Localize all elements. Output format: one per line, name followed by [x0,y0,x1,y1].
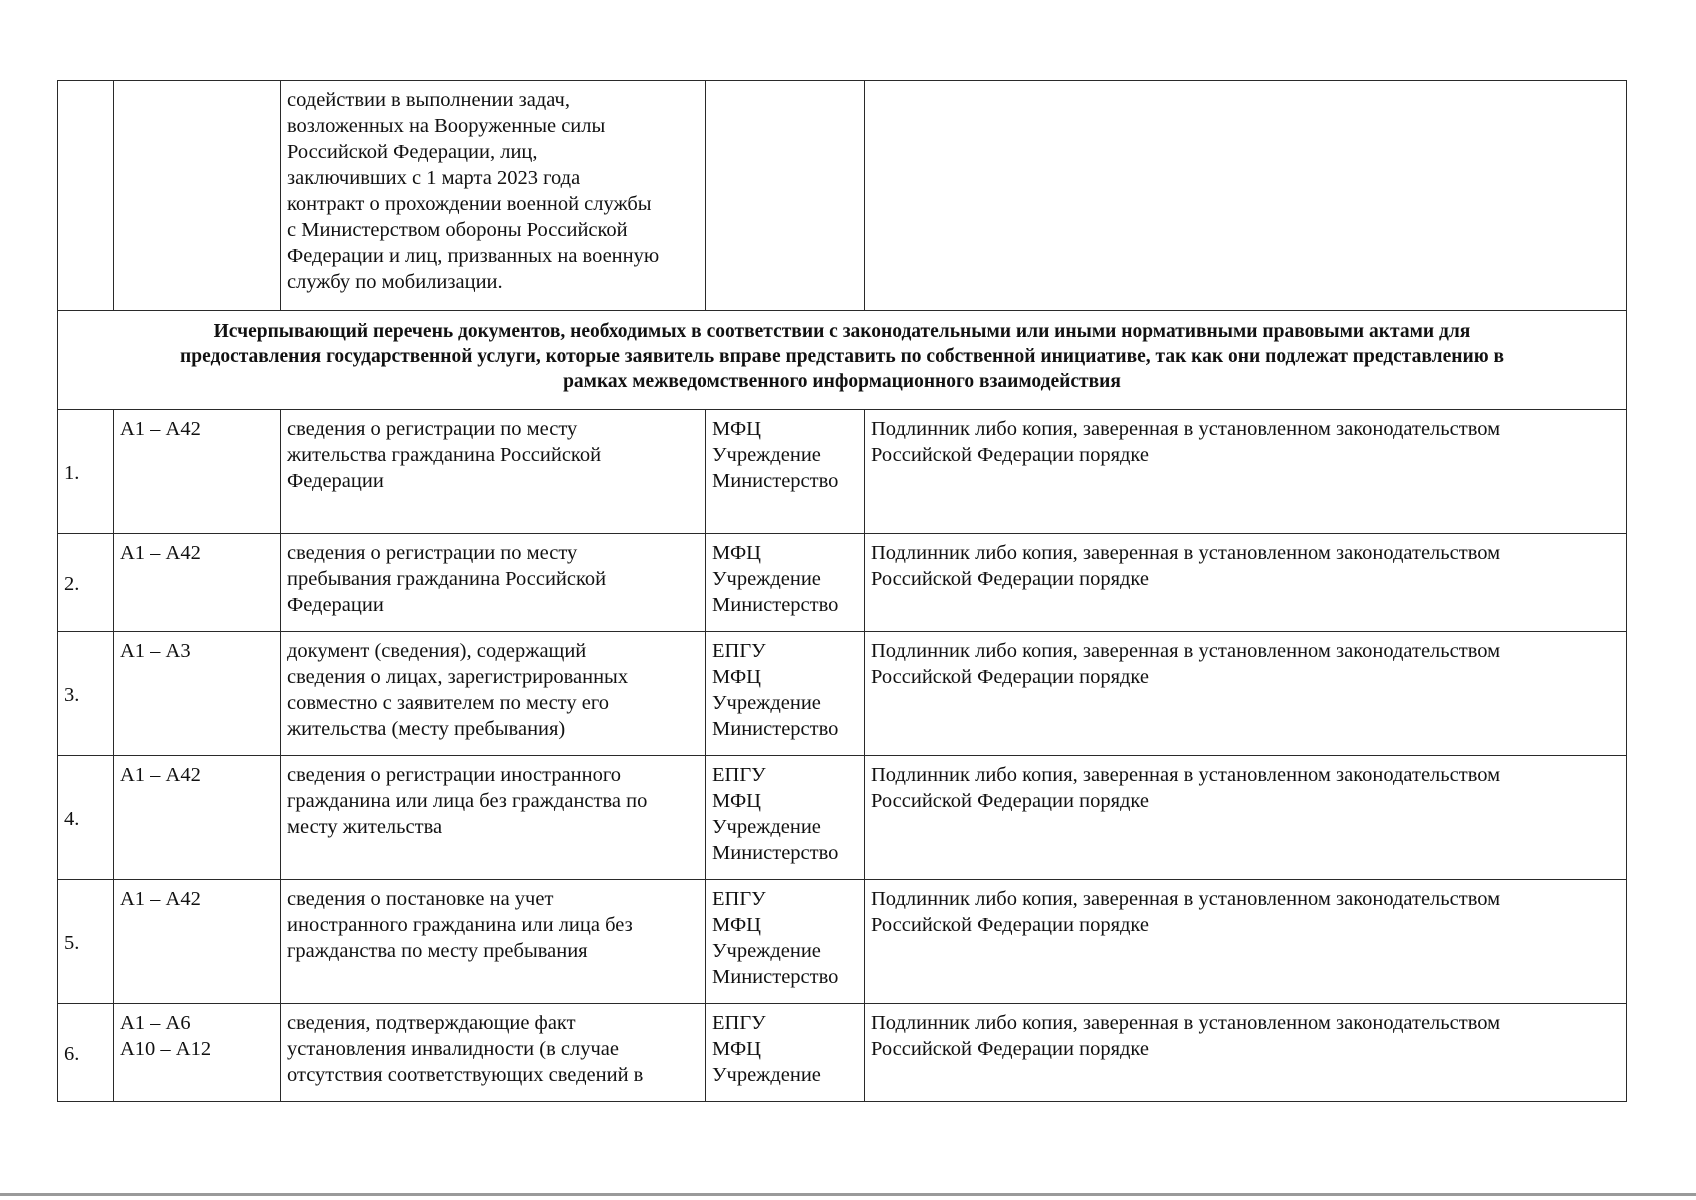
text-line: контракт о прохождении военной службы [287,193,652,215]
text-line: Подлинник либо копия, заверенная в установленном законодательством [871,764,1501,786]
cell-document [281,534,706,632]
text-line: возложенных на Вооруженные силы [287,115,606,137]
text-line: сведения о регистрации по месту [287,542,578,564]
text-line: с Министерством обороны Российской [287,219,628,241]
text-line: Российской Федерации порядке [871,914,1149,936]
text-line: Подлинник либо копия, заверенная в установленном законодательством [871,888,1501,910]
code-range: А1 – А3 [120,640,191,662]
cell-source [706,1004,865,1102]
text-line: Подлинник либо копия, заверенная в установленном законодательством [871,542,1501,564]
text-line: Федерации [287,470,384,492]
section-header [58,311,1627,410]
cell-document [281,880,706,1004]
source-item: Министерство [712,594,839,616]
source-item: ЕПГУ [712,640,766,662]
text-line: отсутствия соответствующих сведений в [287,1064,644,1086]
table-row [58,880,1627,1004]
text-line: Федерации [287,594,384,616]
text-line: службу по мобилизации. [287,271,503,293]
table-row [58,534,1627,632]
source-item: ЕПГУ [712,764,766,786]
row-number: 4. [58,756,114,880]
code-range: А1 – А42 [120,764,201,786]
section-header-line: рамках межведомственного информационного взаимодействия [563,371,1121,392]
table-row [58,1004,1627,1102]
cell-form [865,81,1627,311]
code-range: А1 – А42 [120,888,201,910]
text-line: Российской Федерации порядке [871,666,1149,688]
source-item: Министерство [712,842,839,864]
source-item: МФЦ [712,1038,761,1060]
text-line: Российской Федерации порядке [871,444,1149,466]
text-line: сведения о регистрации по месту [287,418,578,440]
cell-form [865,880,1627,1004]
cell-form [865,632,1627,756]
code-range: А1 – А42 [120,418,201,440]
table-row [58,632,1627,756]
source-item: Учреждение [712,940,821,962]
text-line: сведения, подтверждающие факт [287,1012,576,1034]
text-line: Подлинник либо копия, заверенная в установленном законодательством [871,418,1501,440]
cell-source [706,880,865,1004]
text-line: содействии в выполнении задач, [287,89,570,111]
code-range: А1 – А42 [120,542,201,564]
text-line: Российской Федерации, лиц, [287,141,538,163]
source-item: Учреждение [712,692,821,714]
source-item: МФЦ [712,666,761,688]
table-row [58,756,1627,880]
text-line: документ (сведения), содержащий [287,640,587,662]
text-line: Российской Федерации порядке [871,568,1149,590]
continuation-row [58,81,1627,311]
text-line: гражданства по месту пребывания [287,940,588,962]
text-line: совместно с заявителем по месту его [287,692,609,714]
source-item: МФЦ [712,542,761,564]
documents-table [57,80,1627,1102]
row-number: 6. [58,1004,114,1102]
cell-source [706,632,865,756]
source-item: Министерство [712,718,839,740]
source-item: МФЦ [712,914,761,936]
cell-source [706,410,865,534]
cell-codes [114,1004,281,1102]
source-item: Учреждение [712,444,821,466]
text-line: Российской Федерации порядке [871,1038,1149,1060]
source-item: МФЦ [712,418,761,440]
source-item: Учреждение [712,568,821,590]
source-item: МФЦ [712,790,761,812]
text-line: пребывания гражданина Российской [287,568,607,590]
cell-codes [114,632,281,756]
source-item: Министерство [712,966,839,988]
source-item: Учреждение [712,816,821,838]
row-number: 1. [58,410,114,534]
text-line: сведения о регистрации иностранного [287,764,622,786]
cell-num [58,81,114,311]
cell-codes [114,756,281,880]
row-number: 3. [58,632,114,756]
text-line: сведения о лицах, зарегистрированных [287,666,629,688]
scan-edge-rule [0,1193,1696,1196]
cell-form [865,1004,1627,1102]
row-number: 2. [58,534,114,632]
cell-document [281,410,706,534]
section-header-line: предоставления государственной услуги, которые заявитель вправе представить по собственной инициативе, так как они подлежат представлению в [179,346,1505,367]
text-line: установления инвалидности (в случае [287,1038,619,1060]
cell-codes [114,81,281,311]
text-line: гражданина или лица без гражданства по [287,790,648,812]
text-line: жительства (месту пребывания) [287,718,566,740]
cell-document [281,81,706,311]
cell-form [865,756,1627,880]
cell-document [281,756,706,880]
cell-codes [114,534,281,632]
cell-form [865,410,1627,534]
row-number: 5. [58,880,114,1004]
code-range: А10 – А12 [120,1038,212,1060]
code-range: А1 – А6 [120,1012,191,1034]
text-line: иностранного гражданина или лица без [287,914,633,936]
cell-codes [114,410,281,534]
table-row [58,410,1627,534]
section-header-line: Исчерпывающий перечень документов, необходимых в соответствии с законодательными или иными нормативными правовыми актами для [213,321,1471,342]
text-line: Подлинник либо копия, заверенная в установленном законодательством [871,1012,1501,1034]
text-line: сведения о постановке на учет [287,888,554,910]
cell-document [281,1004,706,1102]
text-line: заключивших с 1 марта 2023 года [287,167,581,189]
source-item: Учреждение [712,1064,821,1086]
cell-source [706,534,865,632]
text-line: Российской Федерации порядке [871,790,1149,812]
cell-source [706,756,865,880]
text-line: Подлинник либо копия, заверенная в установленном законодательством [871,640,1501,662]
cell-source [706,81,865,311]
text-line: Федерации и лиц, призванных на военную [287,245,660,267]
text-line: месту жительства [287,816,443,838]
text-line: жительства гражданина Российской [287,444,602,466]
cell-codes [114,880,281,1004]
section-header-row [58,311,1627,410]
source-item: ЕПГУ [712,888,766,910]
cell-document [281,632,706,756]
source-item: ЕПГУ [712,1012,766,1034]
cell-form [865,534,1627,632]
source-item: Министерство [712,470,839,492]
